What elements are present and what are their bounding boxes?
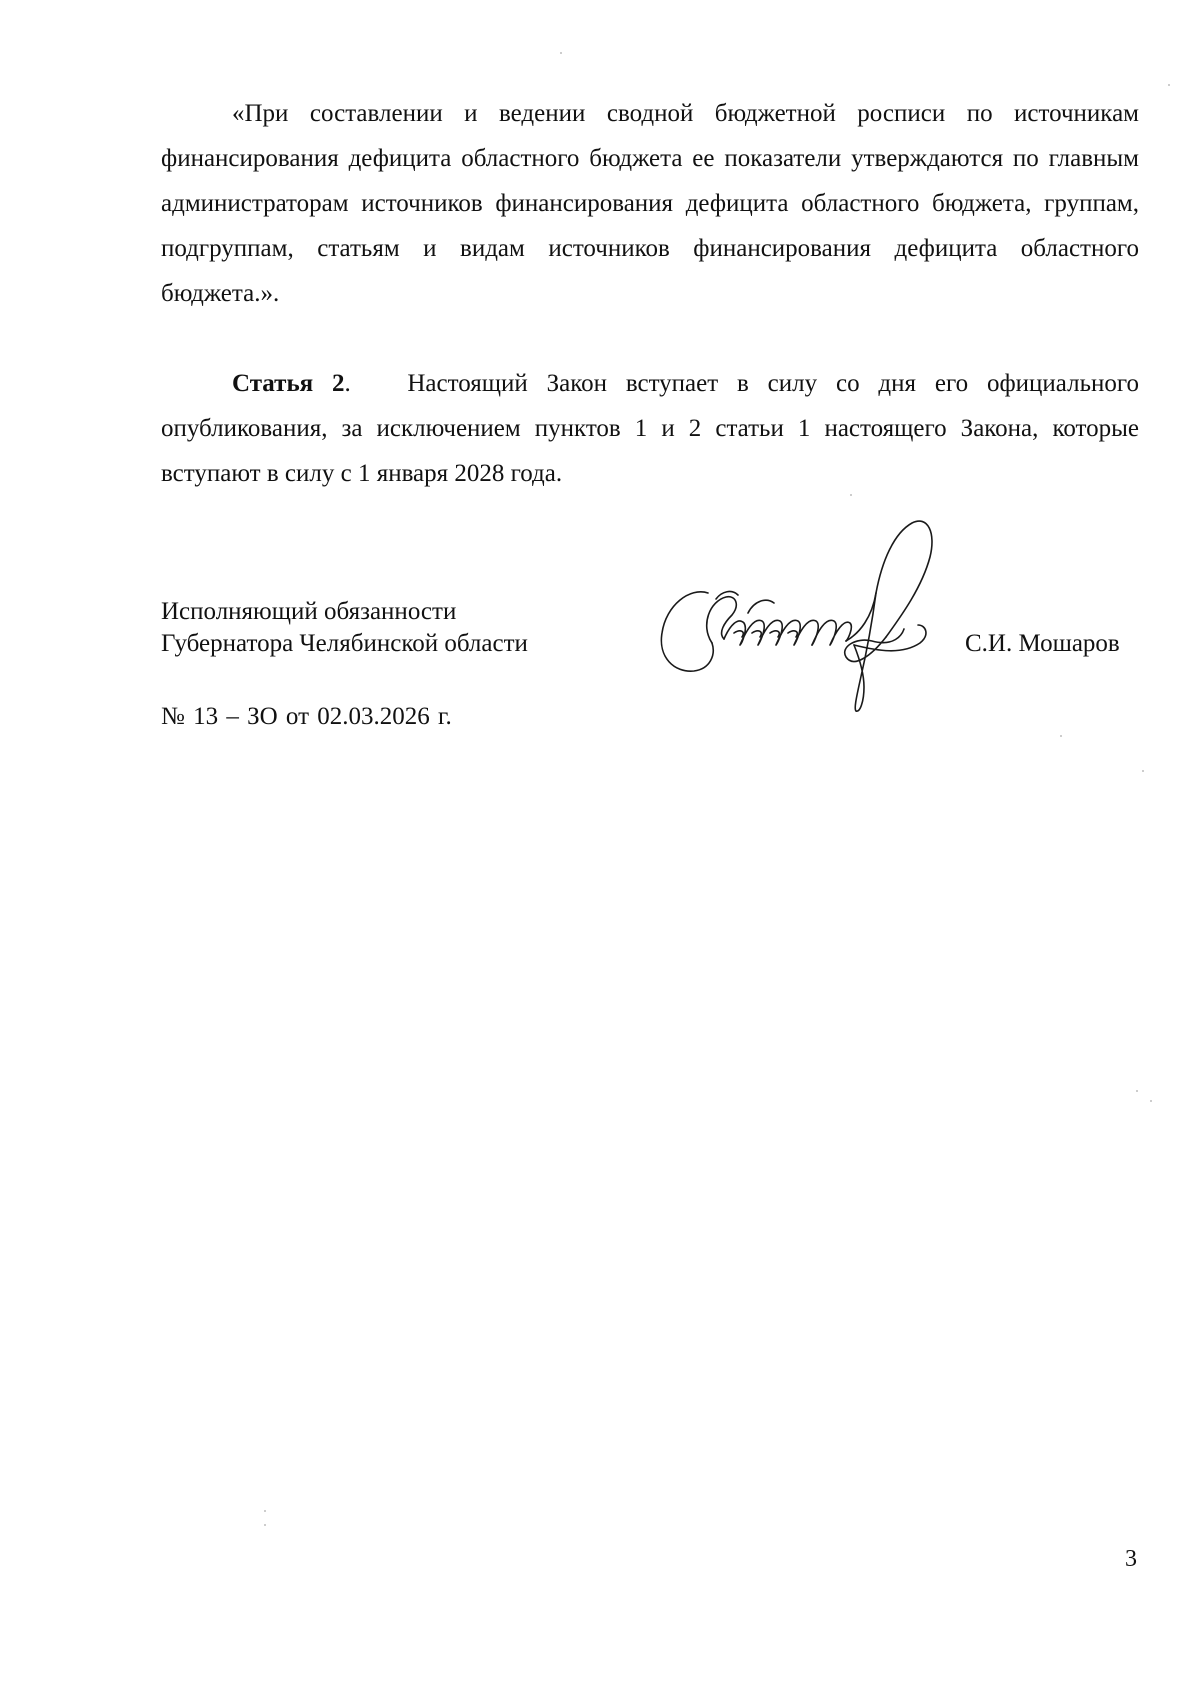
- signatory-title-line-2: Губернатора Челябинской области: [161, 630, 528, 657]
- article-2-label-suffix: .: [344, 370, 351, 397]
- scan-speck: [560, 52, 562, 54]
- article-2-text: Настоящий Закон вступает в силу со дня его официального опубликования, за исключением пунктов 1 и 2 статьи 1 настоящего Закона, которые вступают в силу с 1 января 2028 года.: [161, 370, 1139, 487]
- scan-speck: [1136, 1090, 1138, 1092]
- scan-speck: [264, 1510, 266, 1512]
- scan-speck: [1060, 735, 1062, 737]
- scan-speck: [1168, 84, 1170, 86]
- signatory-title-line-1: Исполняющий обязанности: [161, 598, 457, 625]
- signatory-title: [161, 596, 528, 660]
- scan-speck: [264, 1524, 266, 1526]
- paragraph-sources-financing: «При составлении и ведении сводной бюджетной росписи по источникам финансирования дефицита областного бюджета ее показатели утверждаются по главным администраторам источников финансирования дефицита областного бюджета, группам, подгруппам, статьям и видам источников финансирования дефицита областного бюджета.».: [161, 100, 1139, 307]
- page-number: 3: [1125, 1546, 1137, 1572]
- handwritten-signature: [650, 505, 940, 720]
- scan-speck: [1150, 1100, 1152, 1102]
- document-number-date: № 13 – ЗО от 02.03.2026 г.: [161, 703, 452, 730]
- article-2-label: Статья 2: [232, 370, 345, 397]
- scan-speck: [850, 494, 852, 496]
- signatory-name: С.И. Мошаров: [965, 630, 1120, 657]
- paragraph-article-2: [161, 361, 1139, 496]
- scan-speck: [1142, 770, 1144, 772]
